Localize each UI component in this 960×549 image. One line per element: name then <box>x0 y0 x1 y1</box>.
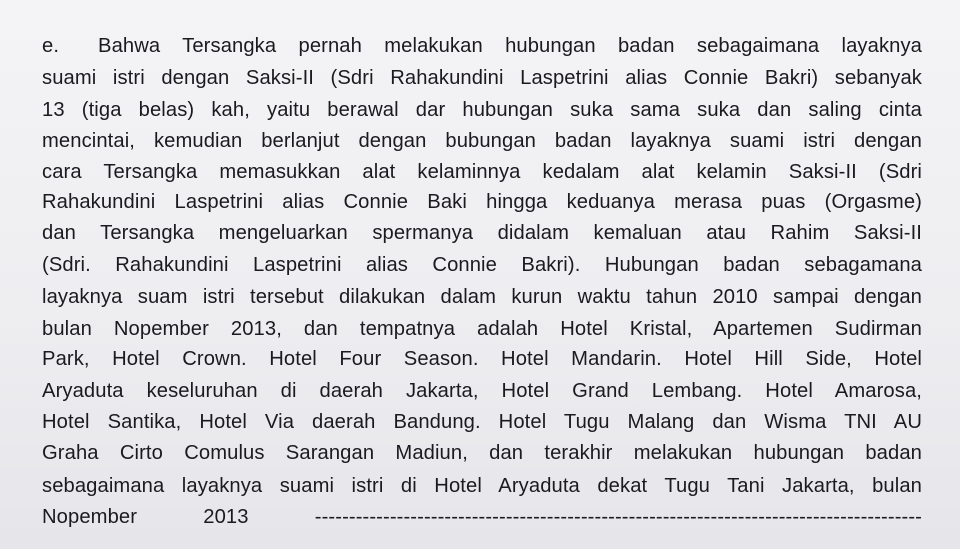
text-line-16: Nopember 2013 ----------------------------------------------------------------------------------------- <box>42 506 922 528</box>
text-line-10: bulan Nopember 2013, dan tempatnya adalah Hotel Kristal, Apartemen Sudirman <box>42 318 922 340</box>
paragraph-first-line <box>42 33 922 59</box>
text-line-13: Hotel Santika, Hotel Via daerah Bandung. Hotel Tugu Malang dan Wisma TNI AU <box>42 411 922 433</box>
text-line-6: Rahakundini Laspetrini alias Connie Baki hingga keduanya merasa puas (Orgasme) <box>42 191 922 213</box>
text-line-3: 13 (tiga belas) kah, yaitu berawal dar hubungan suka sama suka dan saling cinta <box>42 99 922 121</box>
text-line-11: Park, Hotel Crown. Hotel Four Season. Hotel Mandarin. Hotel Hill Side, Hotel <box>42 348 922 370</box>
text-line-14: Graha Cirto Comulus Sarangan Madiun, dan terakhir melakukan hubungan badan <box>42 442 922 464</box>
text-line-5: cara Tersangka memasukkan alat kelaminnya kedalam alat kelamin Saksi-II (Sdri <box>42 161 922 183</box>
text-line-12: Aryaduta keseluruhan di daerah Jakarta, Hotel Grand Lembang. Hotel Amarosa, <box>42 380 922 402</box>
item-marker: e. <box>42 35 60 57</box>
text-line-7: dan Tersangka mengeluarkan spermanya didalam kemaluan atau Rahim Saksi-II <box>42 222 922 244</box>
text-line-2: suami istri dengan Saksi-II (Sdri Rahakundini Laspetrini alias Connie Bakri) sebanyak <box>42 67 922 89</box>
text-line-8: (Sdri. Rahakundini Laspetrini alias Connie Bakri). Hubungan badan sebagamana <box>42 254 922 276</box>
text-line-9: layaknya suam istri tersebut dilakukan dalam kurun waktu tahun 2010 sampai dengan <box>42 286 922 308</box>
text-line-1: Bahwa Tersangka pernah melakukan hubungan badan sebagaimana layaknya <box>98 35 922 57</box>
text-line-15: sebagaimana layaknya suami istri di Hotel Aryaduta dekat Tugu Tani Jakarta, bulan <box>42 475 922 497</box>
text-line-4: mencintai, kemudian berlanjut dengan bubungan badan layaknya suami istri dengan <box>42 130 922 152</box>
